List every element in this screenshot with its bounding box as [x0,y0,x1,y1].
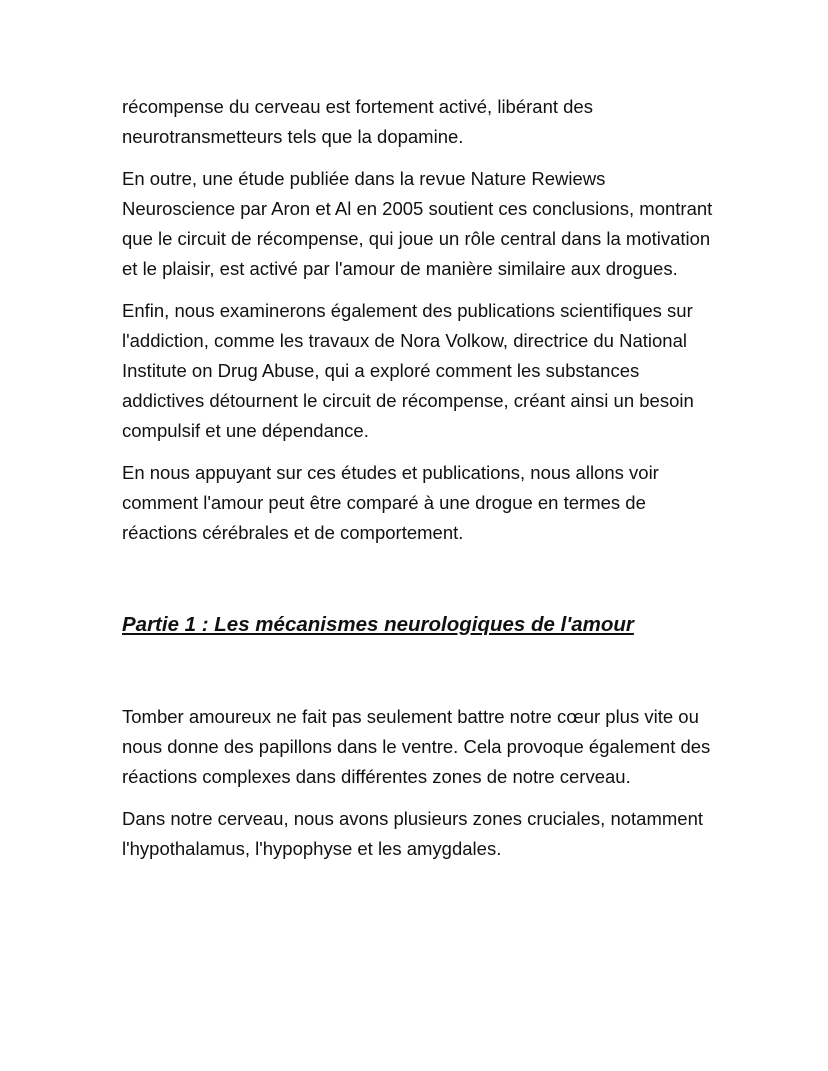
document-page [122,92,722,876]
paragraph-reward-circuit: récompense du cerveau est fortement activé, libérant des neurotransmetteurs tels que la dopamine. [122,96,593,147]
section-heading: Partie 1 : Les mécanismes neurologiques de l'amour [122,613,634,636]
paragraph-brain-zones: Dans notre cerveau, nous avons plusieurs zones cruciales, notamment l'hypothalamus, l'hypophyse et les amygdales. [122,808,703,859]
paragraph-volkow-addiction: Enfin, nous examinerons également des publications scientifiques sur l'addiction, comme les travaux de Nora Volkow, directrice du National Institute on Drug Abuse, qui a exploré comment les substances addictives détournent le circuit de récompense, créant ainsi un besoin compulsif et une dépendance. [122,300,694,441]
paragraph-conclusion-intro: En nous appuyant sur ces études et publications, nous allons voir comment l'amour peut être comparé à une drogue en termes de réactions cérébrales et de comportement. [122,462,659,543]
paragraph-falling-in-love: Tomber amoureux ne fait pas seulement battre notre cœur plus vite ou nous donne des papillons dans le ventre. Cela provoque également des réactions complexes dans différentes zones de notre cerveau. [122,706,711,787]
paragraph-aron-study: En outre, une étude publiée dans la revue Nature Rewiews Neuroscience par Aron et Al en 2005 soutient ces conclusions, montrant que le circuit de récompense, qui joue un rôle central dans la motivation et le plaisir, est activé par l'amour de manière similaire aux drogues. [122,168,713,279]
